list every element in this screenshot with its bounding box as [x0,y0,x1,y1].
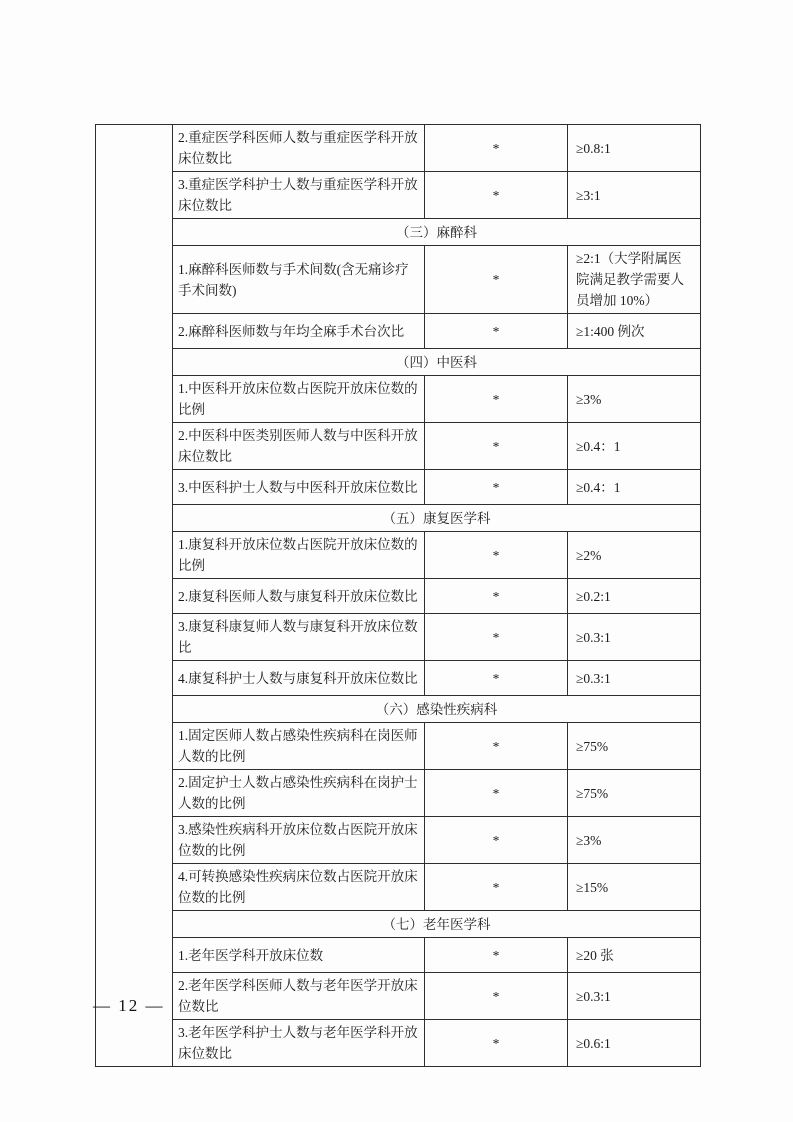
criteria-cell: 2.重症医学科医师人数与重症医学科开放床位数比 [173,125,425,172]
table-row [96,864,701,911]
page-number: — 12 — [93,996,165,1015]
table-row [96,817,701,864]
table-row [96,579,701,614]
section-row [96,349,701,376]
criteria-cell: 4.康复科护士人数与康复科开放床位数比 [173,661,425,696]
section-header-cell: （三）麻醉科 [173,219,701,246]
check-cell: * [425,938,568,973]
criteria-cell: 4.可转换感染性疾病床位数占医院开放床位数的比例 [173,864,425,911]
check-cell: * [425,376,568,423]
table-row [96,423,701,470]
criteria-cell: 3.老年医学科护士人数与老年医学科开放床位数比 [173,1020,425,1067]
criteria-cell: 1.康复科开放床位数占医院开放床位数的比例 [173,532,425,579]
criteria-cell: 3.中医科护士人数与中医科开放床位数比 [173,470,425,505]
criteria-cell: 1.中医科开放床位数占医院开放床位数的比例 [173,376,425,423]
section-header-cell: （六）感染性疾病科 [173,696,701,723]
check-cell: * [425,864,568,911]
table-row [96,1020,701,1067]
criteria-cell: 3.重症医学科护士人数与重症医学科开放床位数比 [173,172,425,219]
standard-cell: ≥0.8:1 [568,125,701,172]
check-cell: * [425,246,568,314]
check-cell: * [425,423,568,470]
category-spacer-cell [96,125,173,1067]
table-row [96,125,701,172]
criteria-cell: 2.麻醉科医师数与年均全麻手术台次比 [173,314,425,349]
table-row [96,314,701,349]
table-row [96,532,701,579]
standards-table [95,124,701,1067]
check-cell: * [425,614,568,661]
table-row [96,938,701,973]
section-row [96,696,701,723]
table-row [96,470,701,505]
table-row [96,973,701,1020]
standard-cell: ≥3:1 [568,172,701,219]
standard-cell: ≥20 张 [568,938,701,973]
check-cell: * [425,661,568,696]
check-cell: * [425,1020,568,1067]
criteria-cell: 2.固定护士人数占感染性疾病科在岗护士人数的比例 [173,770,425,817]
table-row [96,614,701,661]
section-row [96,219,701,246]
criteria-cell: 2.康复科医师人数与康复科开放床位数比 [173,579,425,614]
standard-cell: ≥0.3:1 [568,614,701,661]
standard-cell: ≥3% [568,376,701,423]
section-row [96,505,701,532]
check-cell: * [425,125,568,172]
check-cell: * [425,579,568,614]
check-cell: * [425,817,568,864]
criteria-cell: 1.老年医学科开放床位数 [173,938,425,973]
section-header-cell: （七）老年医学科 [173,911,701,938]
standard-cell: ≥2:1（大学附属医院满足教学需要人员增加 10%） [568,246,701,314]
table-row [96,376,701,423]
table-row [96,770,701,817]
standard-cell: ≥0.4：1 [568,470,701,505]
standard-cell: ≥1:400 例次 [568,314,701,349]
check-cell: * [425,532,568,579]
section-header-cell: （四）中医科 [173,349,701,376]
criteria-cell: 3.康复科康复师人数与康复科开放床位数比 [173,614,425,661]
criteria-cell: 1.固定医师人数占感染性疾病科在岗医师人数的比例 [173,723,425,770]
table-row [96,723,701,770]
standard-cell: ≥0.2:1 [568,579,701,614]
criteria-cell: 2.中医科中医类别医师人数与中医科开放床位数比 [173,423,425,470]
section-header-cell: （五）康复医学科 [173,505,701,532]
standard-cell: ≥75% [568,770,701,817]
table-row [96,661,701,696]
section-row [96,911,701,938]
standard-cell: ≥0.4：1 [568,423,701,470]
table-row [96,172,701,219]
criteria-cell: 3.感染性疾病科开放床位数占医院开放床位数的比例 [173,817,425,864]
table-body [96,125,701,1067]
standard-cell: ≥0.3:1 [568,661,701,696]
standard-cell: ≥15% [568,864,701,911]
table-row [96,246,701,314]
standard-cell: ≥2% [568,532,701,579]
check-cell: * [425,172,568,219]
check-cell: * [425,314,568,349]
criteria-cell: 2.老年医学科医师人数与老年医学开放床位数比 [173,973,425,1020]
standard-cell: ≥0.3:1 [568,973,701,1020]
standard-cell: ≥0.6:1 [568,1020,701,1067]
check-cell: * [425,470,568,505]
standard-cell: ≥3% [568,817,701,864]
check-cell: * [425,723,568,770]
check-cell: * [425,770,568,817]
standard-cell: ≥75% [568,723,701,770]
criteria-cell: 1.麻醉科医师数与手术间数(含无痛诊疗手术间数) [173,246,425,314]
check-cell: * [425,973,568,1020]
